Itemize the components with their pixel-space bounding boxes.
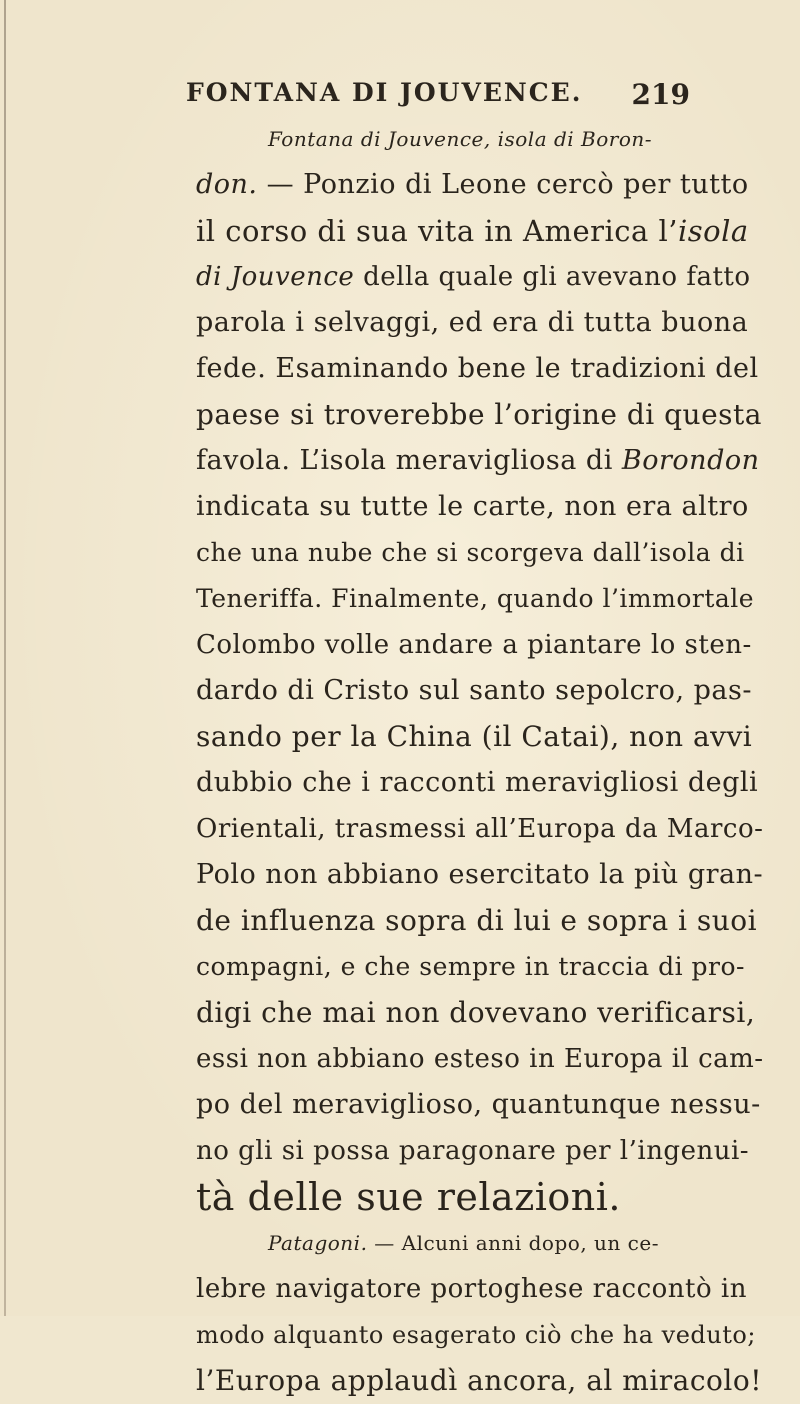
- text-line: [196, 622, 756, 668]
- text-line: [196, 300, 756, 346]
- line-text: sando per la China (il Catai), non avvi: [196, 720, 753, 753]
- line-text: compagni, e che sempre in traccia di pro-: [196, 952, 745, 981]
- text-line: [196, 1082, 761, 1128]
- line-text: digi che mai non dovevano verificarsi,: [196, 996, 756, 1029]
- text-line: [196, 1128, 756, 1174]
- text-line: [196, 1174, 756, 1220]
- italic-text: Borondon: [621, 445, 760, 476]
- line-text: l’Europa applaudì ancora, al miracolo!: [196, 1364, 762, 1397]
- text-line: [268, 1220, 800, 1266]
- line-text: — Ponzio di Leone cercò per tutto: [257, 169, 749, 200]
- running-head: [160, 78, 690, 114]
- text-line: [196, 484, 756, 530]
- text-line: [196, 990, 756, 1036]
- italic-text: don.: [196, 169, 258, 200]
- text-line: [196, 898, 756, 944]
- line-text: modo alquanto esagerato ciò che ha veduto;: [196, 1321, 756, 1349]
- binding-edge: [4, 0, 6, 1316]
- line-text: essi non abbiano esteso in Europa il cam-: [196, 1044, 764, 1074]
- text-line: [196, 760, 759, 806]
- line-text: dardo di Cristo sul santo sepolcro, pas-: [196, 675, 752, 706]
- italic-text: di Jouvence: [196, 262, 355, 292]
- text-line: [196, 714, 756, 760]
- text-line: [196, 346, 759, 392]
- line-text: lebre navigatore portoghese raccontò in: [196, 1274, 747, 1304]
- line-text: po del meraviglioso, quantunque nessu-: [196, 1089, 761, 1120]
- text-line: [196, 162, 756, 208]
- line-text: fede. Esaminando bene le tradizioni del: [196, 353, 759, 384]
- line-text: favola. L’isola meravigliosa di: [196, 445, 622, 476]
- text-line: [196, 438, 760, 484]
- line-text: Colombo volle andare a piantare lo sten-: [196, 630, 752, 660]
- line-text: no gli si possa paragonare per l’ingenui-: [196, 1136, 750, 1166]
- line-text: indicata su tutte le carte, non era altro: [196, 491, 749, 522]
- line-text: Polo non abbiano esercitato la più gran-: [196, 859, 764, 890]
- text-line: [196, 208, 756, 254]
- italic-text: isola: [678, 214, 749, 248]
- text-line: [196, 576, 756, 622]
- page-number: 219: [631, 78, 690, 111]
- line-text: della quale gli avevano fatto: [354, 262, 751, 292]
- line-text: Orientali, trasmessi all’Europa da Marco-: [196, 814, 764, 844]
- line-text: paese si troverebbe l’origine di questa: [196, 398, 762, 431]
- line-text: che una nube che si scorgeva dall’isola di: [196, 538, 745, 567]
- text-line: [196, 1358, 762, 1404]
- text-line: [196, 530, 756, 576]
- line-text: parola i selvaggi, ed era di tutta buona: [196, 307, 749, 338]
- line-text: Teneriffa. Finalmente, quando l’immortale: [196, 584, 755, 613]
- text-line: [196, 392, 762, 438]
- text-line: [196, 852, 764, 898]
- text-line: [196, 1312, 756, 1358]
- text-line: [196, 1266, 756, 1312]
- line-text: dubbio che i racconti meravigliosi degli: [196, 767, 759, 798]
- line-text: tà delle sue relazioni.: [196, 1175, 621, 1219]
- text-line: [268, 116, 800, 162]
- line-text: de influenza sopra di lui e sopra i suoi: [196, 904, 758, 937]
- line-text: il corso di sua vita in America l’: [196, 214, 678, 248]
- running-head-title: FONTANA DI JOUVENCE.: [186, 78, 583, 107]
- text-line: [196, 254, 756, 300]
- text-line: [196, 1036, 764, 1082]
- italic-text: Patagoni.: [268, 1231, 368, 1255]
- italic-text: Fontana di Jouvence, isola di Boron-: [268, 127, 653, 151]
- line-text: — Alcuni anni dopo, un ce-: [367, 1231, 659, 1255]
- text-line: [196, 944, 756, 990]
- text-line: [196, 806, 764, 852]
- text-line: [196, 668, 756, 714]
